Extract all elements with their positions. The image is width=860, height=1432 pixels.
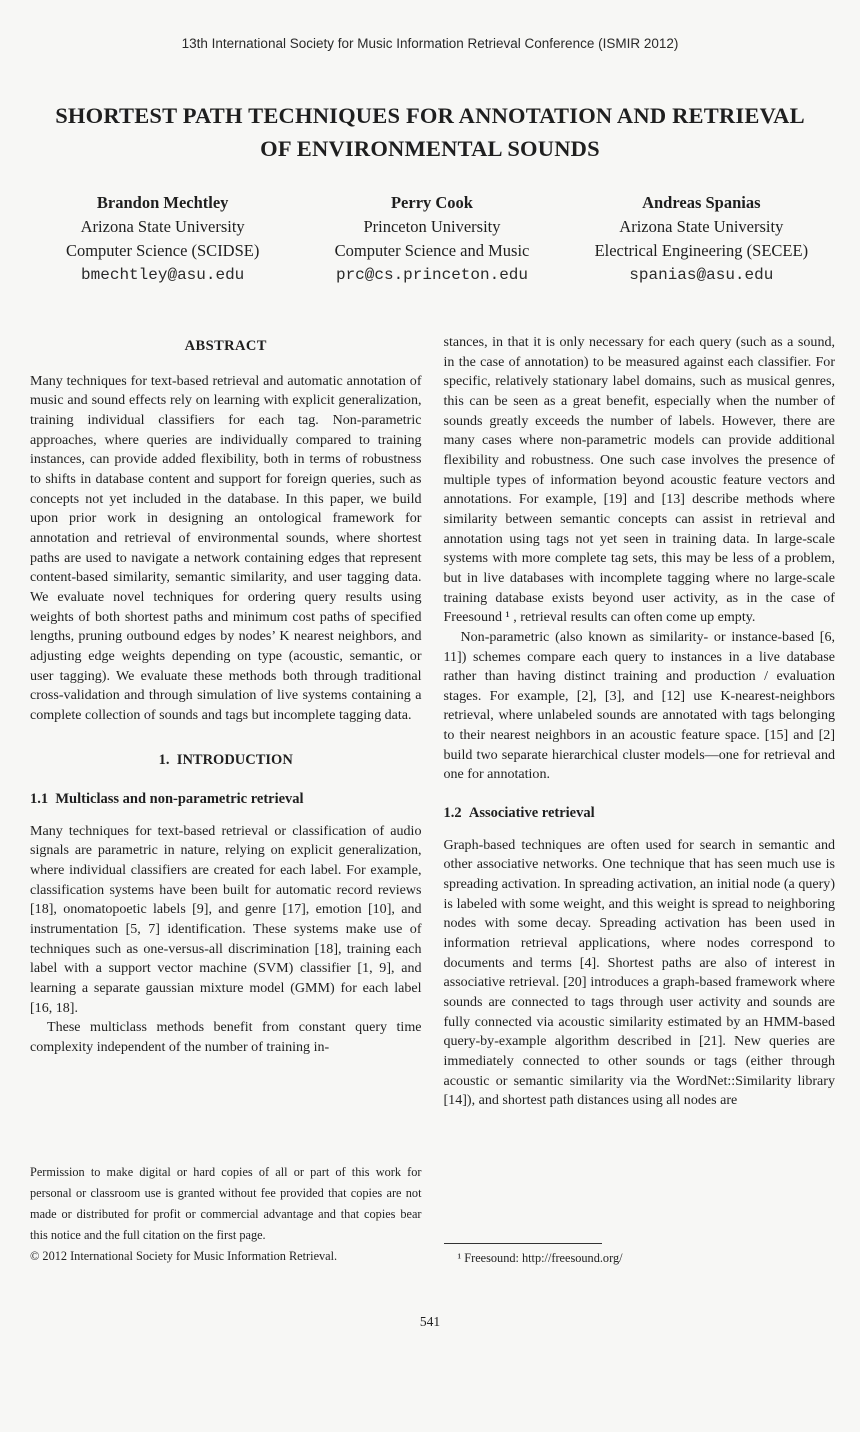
copyright-line: © 2012 International Society for Music Information Retrieval. <box>30 1249 338 1263</box>
subsection-1-1-paragraph-1: Many techniques for text-based retrieval or classification of audio signals are parametric in nature, relying on explicit generalization, where individual classifiers are created for each label. For example, classification systems have been built for automatic record reviews [18], onomatopoetic labels [9], and genre [17], emotion [10], and instrumentation [5, 7] identification. These systems make use of techniques such as one-versus-all discrimination [18], training each label with a support vector machine (SVM) classifier [1, 9], and learning a separate gaussian mixture model (GMM) for each label [16, 18]. <box>30 822 422 1016</box>
author-3-email: spanias@asu.edu <box>629 266 774 284</box>
right-column <box>444 333 836 1267</box>
author-2-name: Perry Cook <box>390 193 473 212</box>
abstract-heading: ABSTRACT <box>184 338 267 354</box>
permission-notice <box>30 1162 422 1267</box>
subsection-1-2-paragraph-1: Graph-based techniques are often used for search in semantic and other associative networks. One technique that has seen much use is spreading activation. In spreading activation, an initial node (a query) is labeled with some weight, and this weight is spread to neighboring nodes with some decay. Spreading activation has been used in information retrieval applications, where nodes correspond to documents and terms [4]. Shortest paths are also of interest in associative retrieval. [20] introduces a graph-based framework where sounds are connected to tags through user activity and sounds are fully connected via acoustic similarity estimated by an HMM-based query-by-example algorithm described in [21]. New queries are immediately connected to other sounds or tags (either through acoustic or semantic similarity via the WordNet::Similarity library [14]), and shortest path distances using all nodes are <box>443 836 835 1109</box>
author-block <box>28 191 836 287</box>
left-column <box>30 333 422 1267</box>
author-1-name: Brandon Mechtley <box>96 193 229 212</box>
author-2 <box>297 191 566 287</box>
subsection-1-1-heading: 1.1 Multiclass and non-parametric retrieval <box>30 791 304 808</box>
non-parametric-paragraph: Non-parametric (also known as similarity- or instance-based [6, 11]) schemes compare each query to instances in a live database rather than having distinct training and production / evaluation stages. For example, [2], [3], and [12] use K-nearest-neighbors retrieval, where unlabeled sounds are annotated with tags belonging to their nearest neighbors in an acoustic feature space. [15] and [2] build two separate hierarchical cluster models—one for retrieval and one for annotation. <box>443 628 835 783</box>
paper-title-line1: SHORTEST PATH TECHNIQUES FOR ANNOTATION AND RETRIEVAL <box>55 103 805 128</box>
footnote-freesound: ¹ Freesound: http://freesound.org/ <box>457 1251 623 1265</box>
author-3-affiliation: Arizona State University <box>619 217 784 236</box>
paper-title <box>36 99 824 165</box>
author-2-affiliation: Princeton University <box>363 217 501 236</box>
author-1-affiliation: Arizona State University <box>80 217 245 236</box>
intro-continuation-paragraph: stances, in that it is only necessary for each query (such as a sound, in the case of annotation) to be measured against each classifier. For specific, relatively stationary label domains, such as musical genres, this can be seen as a great benefit, especially when the number of sounds greatly exceeds the number of labels. However, there are many cases where non-parametric models can provide additional flexibility and robustness. One such case involves the presence of multiple types of information beyond acoustic feature vectors and annotations. For example, [19] and [13] describe methods where similarity between semantic concepts can assist in retrieval and annotation using tags not yet seen in training data. In large-scale systems with more complete tag sets, this may be less of a problem, but in live databases with incomplete tagging where no large-scale training database exists beyond user activity, as in the case of Freesound ¹ , retrieval results can often come up empty. <box>443 334 835 626</box>
author-1-email: bmechtley@asu.edu <box>81 266 245 284</box>
author-1 <box>28 191 297 287</box>
running-header: 13th International Society for Music Information Retrieval Conference (ISMIR 2012) <box>181 36 679 51</box>
author-3-name: Andreas Spanias <box>642 193 761 212</box>
author-1-department: Computer Science (SCIDSE) <box>65 241 260 260</box>
abstract-paragraph: Many techniques for text-based retrieval and automatic annotation of music and sound effects rely on learning with explicit generalization, training individual classifiers for each tag. Non-parametric approaches, where queries are individually compared to training instances, can provide added flexibility, both in terms of robustness to shifts in database content and support for foreign queries, such as concepts not yet included in the database. In this paper, we build upon prior work in designing an ontological framework for annotation and retrieval of environmental sounds, where shortest paths are used to navigate a network containing edges that represent content-based similarity, semantic similarity, and user tagging data. We evaluate novel techniques for ordering query results using weights of both shortest paths and minimum cost paths of specified lengths, pruning outbound edges by nodes’ K nearest neighbors, and adjusting edge weights depending on type (acoustic, semantic, or user tagging). We evaluate these methods both through traditional cross-validation and through simulation of live systems containing a complete collection of sounds and tags but incomplete tagging data. <box>30 372 422 723</box>
section-1-heading: 1. INTRODUCTION <box>158 752 293 769</box>
footnote-separator <box>444 1243 602 1244</box>
page-number: 541 <box>419 1314 441 1329</box>
body-columns <box>30 333 835 1267</box>
author-3 <box>567 191 836 287</box>
author-2-email: prc@cs.princeton.edu <box>335 266 528 284</box>
footnote-block <box>444 1243 836 1267</box>
paper-title-line2: OF ENVIRONMENTAL SOUNDS <box>260 136 600 161</box>
subsection-1-2-heading: 1.2 Associative retrieval <box>443 805 595 822</box>
permission-text: Permission to make digital or hard copies of all or part of this work for personal or classroom use is granted without fee provided that copies are not made or distributed for profit or commercial advantage and that copies bear this notice and the full citation on the first page. <box>30 1165 422 1242</box>
subsection-1-1-paragraph-2: These multiclass methods benefit from constant query time complexity independent of the number of training in- <box>30 1019 422 1055</box>
author-3-department: Electrical Engineering (SECEE) <box>594 241 809 260</box>
author-2-department: Computer Science and Music <box>334 241 530 260</box>
